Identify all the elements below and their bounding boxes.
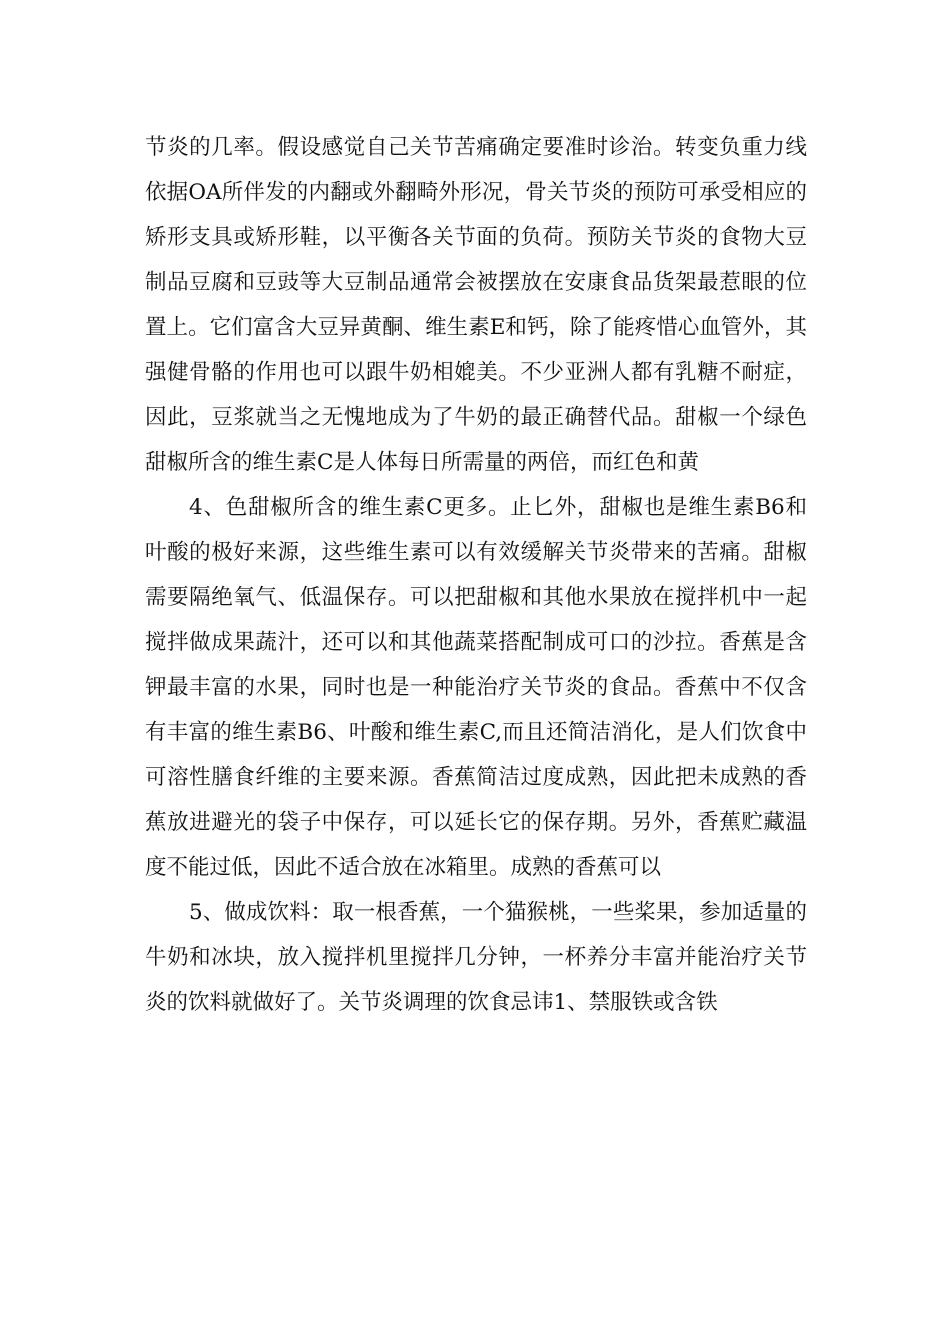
paragraph-1: 节炎的几率。假设感觉自己关节苦痛确定要准时诊治。转变负重力线依据OA所伴发的内翻或外翻畸外形况，骨关节炎的预防可承受相应的矫形支具或矫形鞋，以平衡各关节面的负荷。预防关节炎的食物大豆制品豆腐和豆豉等大豆制品通常会被摆放在安康食品货架最惹眼的位置上。它们富含大豆异黄酮、维生素E和钙，除了能疼惜心血管外，其强健骨骼的作用也可以跟牛奶相媲美。不少亚洲人都有乳糖不耐症，因此，豆浆就当之无愧地成为了牛奶的最正确替代品。甜椒一个绿色甜椒所含的维生素C是人体每日所需量的两倍，而红色和黄 bbox=[145, 135, 807, 475]
paragraph-2: 4、色甜椒所含的维生素C更多。止匕外，甜椒也是维生素B6和叶酸的极好来源，这些维生素可以有效缓解关节炎带来的苦痛。甜椒需要隔绝氧气、低温保存。可以把甜椒和其他水果放在搅拌机中一起搅拌做成果蔬汁，还可以和其他蔬菜搭配制成可口的沙拉。香蕉是含钾最丰富的水果，同时也是一种能治疗关节炎的食品。香蕉中不仅含有丰富的维生素B6、叶酸和维生素C,而且还简洁消化，是人们饮食中可溶性膳食纤维的主要来源。香蕉简洁过度成熟，因此把未成熟的香蕉放进避光的袋子中保存，可以延长它的保存期。另外，香蕉贮藏温度不能过低，因此不适合放在冰箱里。成熟的香蕉可以 bbox=[145, 495, 807, 880]
document-body bbox=[145, 125, 807, 1025]
paragraph-3: 5、做成饮料：取一根香蕉，一个猫猴桃，一些桨果，参加适量的牛奶和冰块，放入搅拌机里搅拌几分钟，一杯养分丰富并能治疗关节炎的饮料就做好了。关节炎调理的饮食忌讳1、禁服铁或含铁 bbox=[145, 900, 807, 1015]
